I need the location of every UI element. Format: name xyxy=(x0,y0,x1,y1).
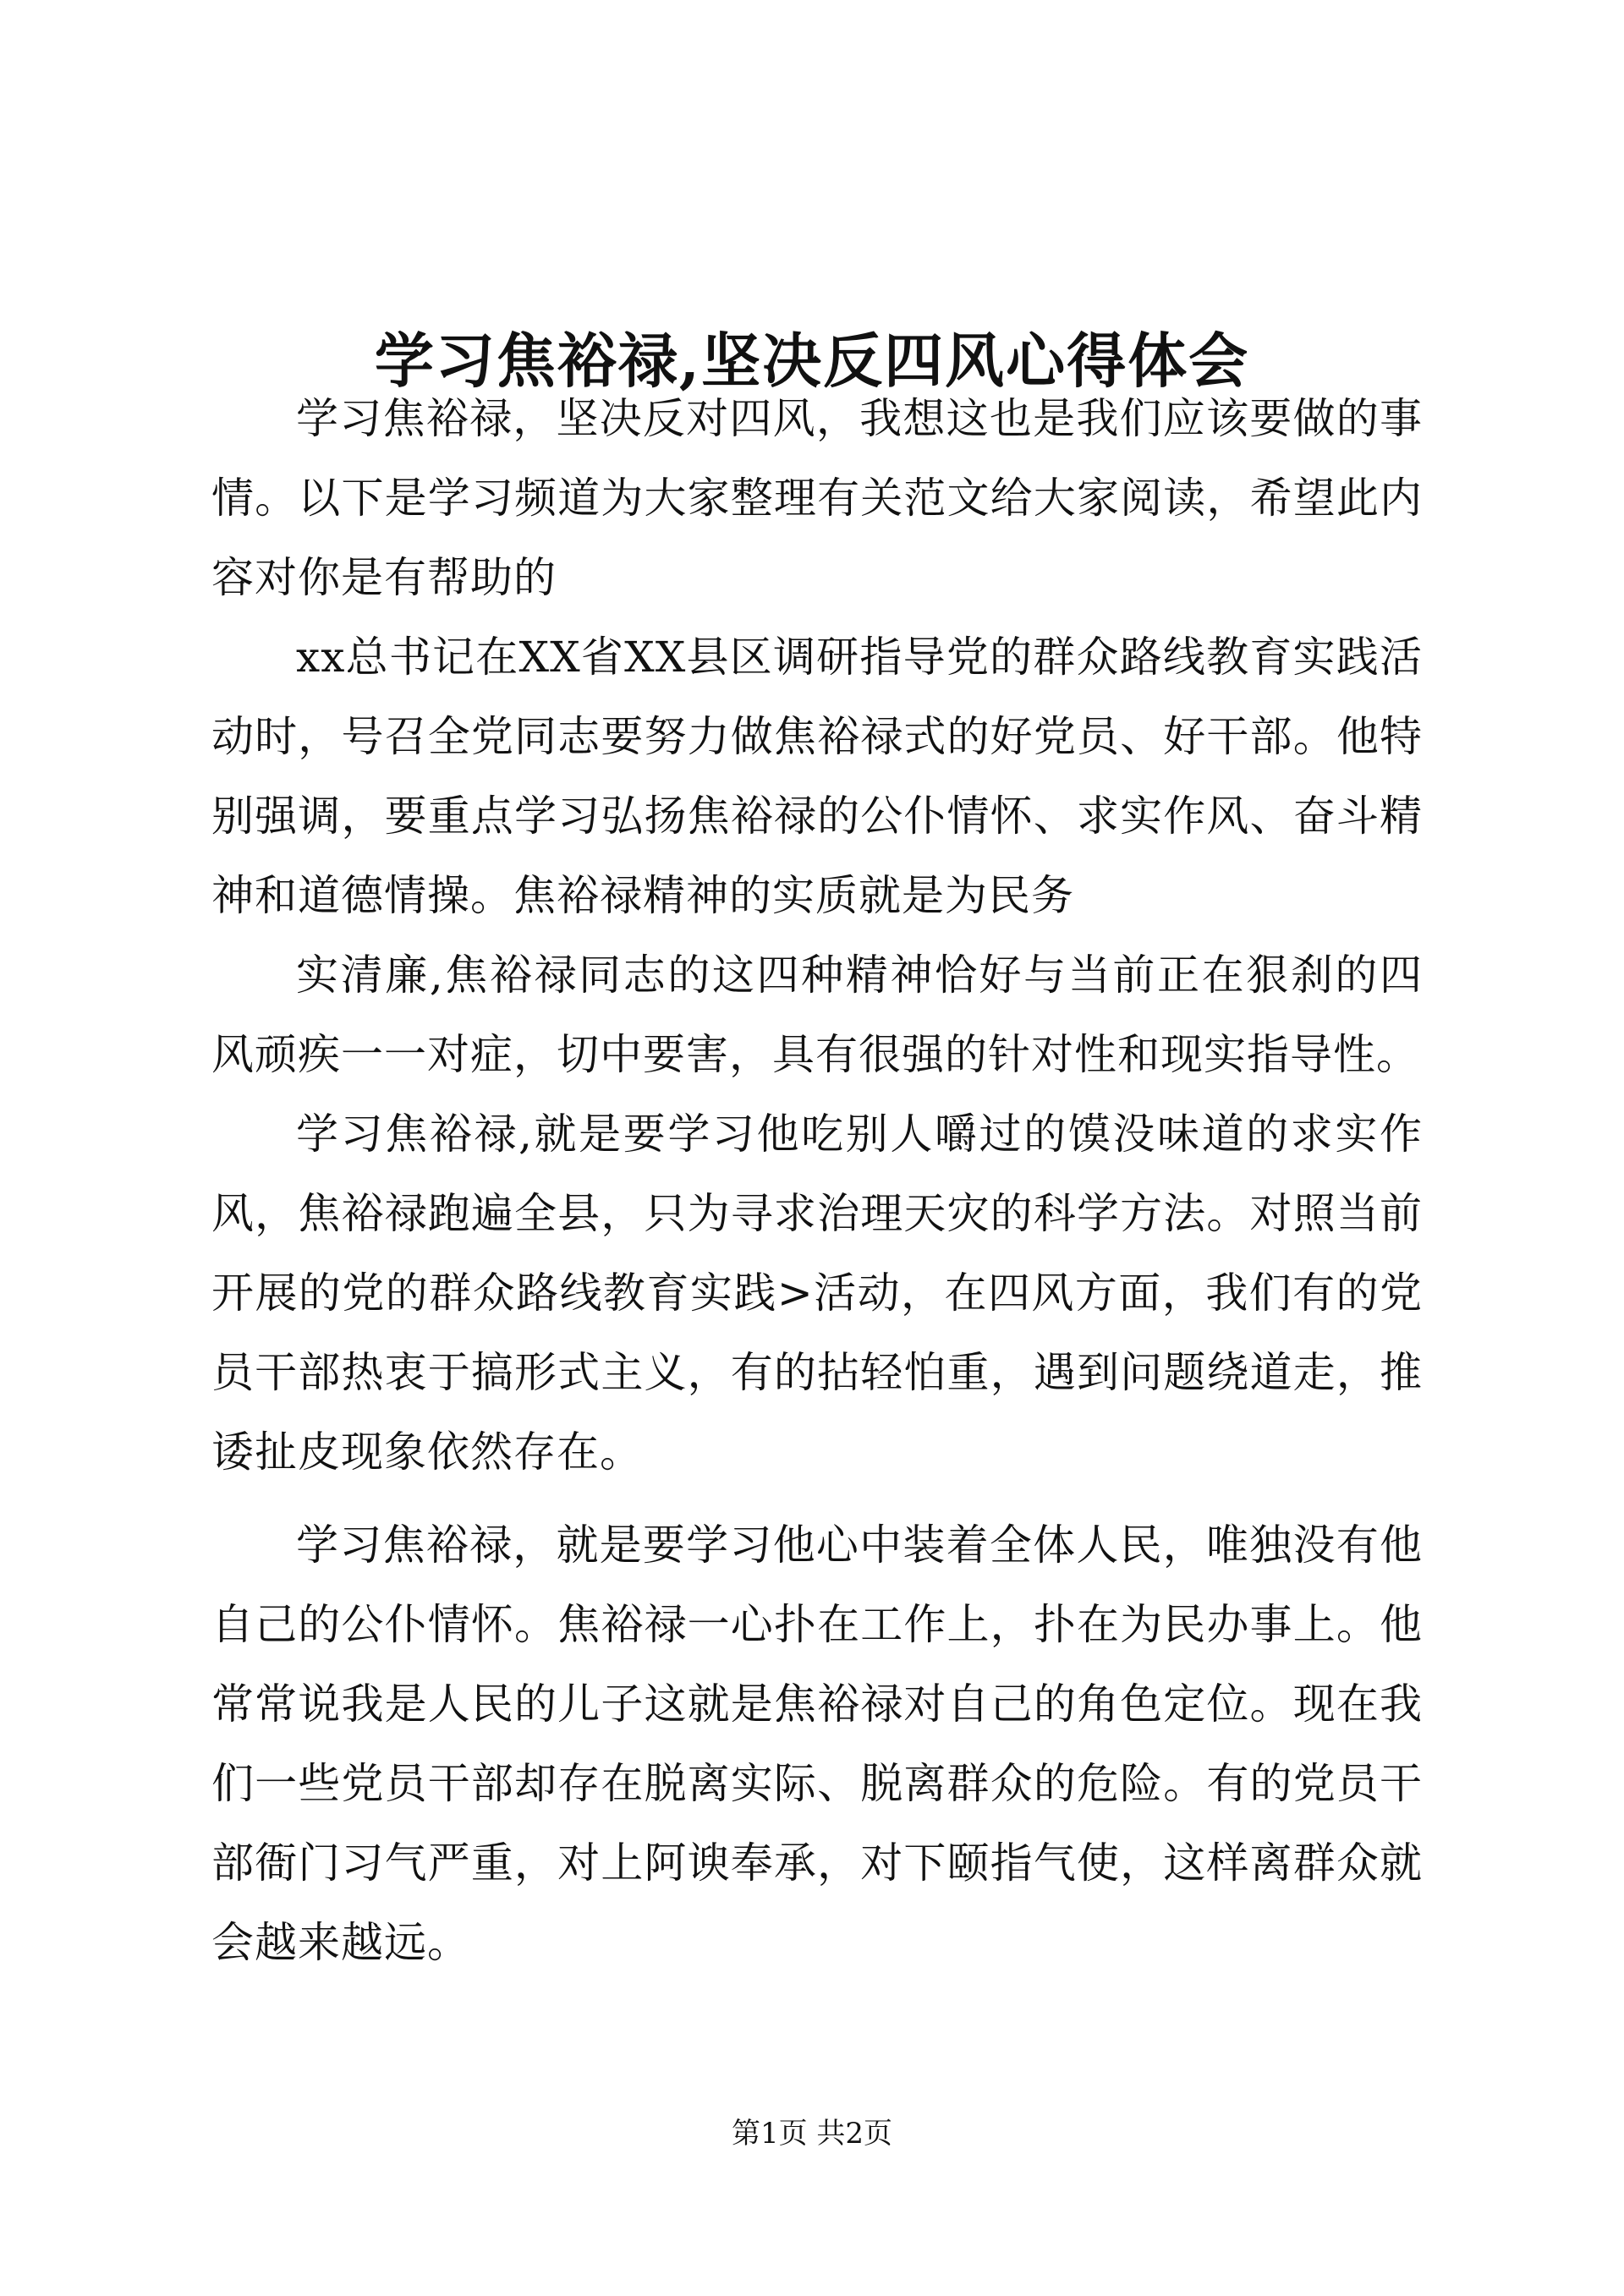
document-title: 学习焦裕禄,坚决反四风心得体会 xyxy=(374,325,1250,396)
paragraph-4: 学习焦裕禄,就是要学习他吃别人嚼过的馍没味道的求实作风，焦裕禄跑遍全县，只为寻求治理天灾的科学方法。对照当前开展的党的群众路线教育实践>活动，在四风方面，我们有的党员干部热衷于搞形式主义，有的拈轻怕重，遇到问题绕道走，推诿扯皮现象依然存在。 xyxy=(211,1110,1423,1477)
paragraph-5: 学习焦裕禄，就是要学习他心中装着全体人民，唯独没有他自己的公仆情怀。焦裕禄一心扑在工作上，扑在为民办事上。他常常说我是人民的儿子这就是焦裕禄对自己的角色定位。现在我们一些党员干部却存在脱离实际、脱离群众的危险。有的党员干部衙门习气严重，对上阿谀奉承，对下颐指气使，这样离群众就会越来越远。 xyxy=(211,1521,1423,1967)
paragraph-3: 实清廉,焦裕禄同志的这四种精神恰好与当前正在狠刹的四风顽疾一一对症，切中要害，具有很强的针对性和现实指导性。 xyxy=(211,951,1423,1079)
page-number: 第1页 xyxy=(731,2117,808,2151)
paragraph-intro: 学习焦裕禄，坚决反对四风，我想这也是我们应该要做的事情。以下是学习频道为大家整理有关范文给大家阅读，希望此内容对你是有帮助的 xyxy=(211,394,1423,602)
paragraph-2: xx总书记在XX省XX县区调研指导党的群众路线教育实践活动时，号召全党同志要努力做焦裕禄式的好党员、好干部。他特别强调，要重点学习弘扬焦裕禄的公仆情怀、求实作风、奋斗精神和道德情操。焦裕禄精神的实质就是为民务 xyxy=(211,633,1423,920)
document-body xyxy=(211,379,1423,1982)
page-footer xyxy=(0,2117,1624,2151)
page-total: 共2页 xyxy=(816,2117,893,2151)
